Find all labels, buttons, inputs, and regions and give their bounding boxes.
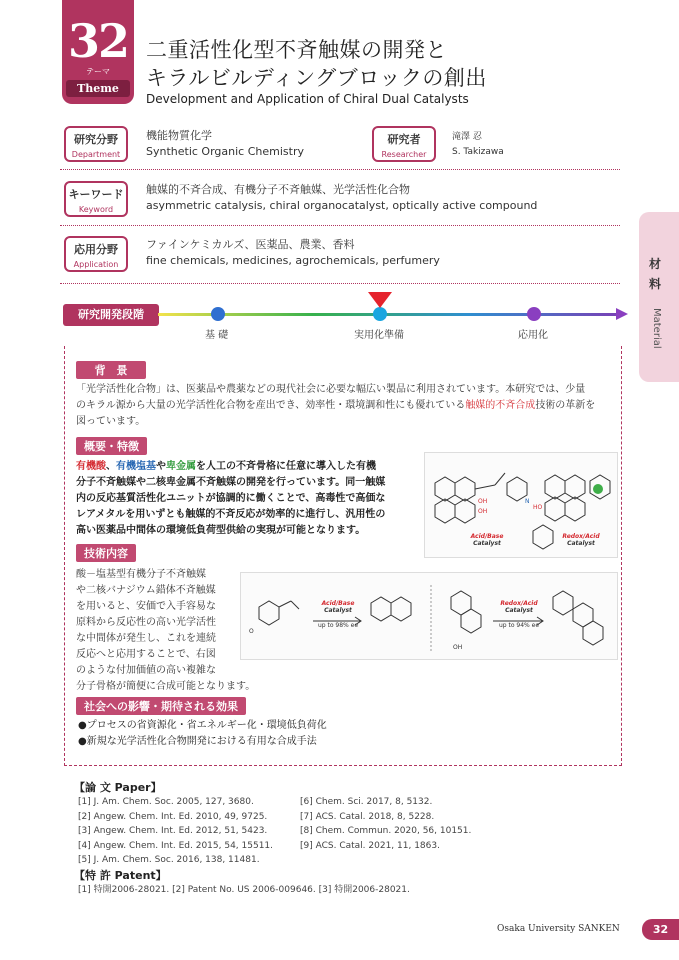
technology-line-2: や二核バナジウム錯体不斉触媒 [76, 585, 216, 596]
background-line-2 [76, 398, 620, 414]
technology-heading: 技術内容 [76, 544, 136, 562]
arrow-label-redox-acid-a: Redox/Acid [500, 600, 538, 607]
keyword-value-en: asymmetric catalysis, chiral organocatalyst, optically active compound [146, 199, 538, 212]
arrow-label-redox-acid-ee: up to 94% ee [498, 622, 540, 629]
overview-heading: 概要・特徴 [76, 437, 147, 455]
svg-text:N: N [525, 498, 530, 505]
stage-name-practical: 実用化準備 [354, 330, 404, 341]
catalyst-structure-figure [424, 452, 618, 558]
stage-dot-practical [373, 307, 387, 321]
application-tag-ja: 応用分野 [74, 243, 118, 256]
background-text [76, 382, 620, 430]
arrow-label-acid-base-a: Acid/Base [321, 600, 355, 607]
figure-label-redox-acid-a: Redox/Acid [562, 533, 600, 540]
field-tag [64, 126, 128, 162]
footer-brand: Osaka University SANKEN [497, 924, 620, 934]
paper-7: [7] ACS. Catal. 2018, 8, 5228. [300, 811, 435, 822]
keyword-tag-ja: キーワード [68, 188, 124, 201]
technology-line-7: のような付加価値の高い複雑な [76, 665, 216, 676]
overview-sep-1: 、 [106, 461, 116, 472]
paper-2: [2] Angew. Chem. Int. Ed. 2010, 49, 9725. [78, 811, 268, 822]
field-row [60, 118, 620, 170]
impact-item-2: ●新規な光学活性化合物開発における有用な合成手法 [78, 736, 317, 747]
paper-9: [9] ACS. Catal. 2021, 11, 1863. [300, 840, 440, 851]
stage-progress-line [158, 313, 622, 316]
paper-6: [6] Chem. Sci. 2017, 8, 5132. [300, 797, 433, 807]
stage-name-applied: 応用化 [518, 330, 548, 341]
impact-list [78, 718, 327, 750]
technology-line-1: 酸－塩基型有機分子不斉触媒 [76, 569, 206, 580]
application-value-en: fine chemicals, medicines, agrochemicals, perfumery [146, 254, 440, 267]
svg-text:OH: OH [453, 644, 463, 651]
keyword-tag-en: Keyword [78, 205, 114, 214]
patents-list [78, 883, 410, 898]
arrow-label-redox-acid [493, 600, 545, 629]
technology-line-5: な中間体が発生し、これを連続 [76, 633, 216, 644]
keyword-row [60, 172, 620, 226]
figure-label-redox-acid [551, 533, 611, 547]
page-title [146, 36, 487, 92]
researcher-value [452, 130, 504, 160]
overview-line-1-rest: を人工の不斉骨格に任意に導入した有機 [196, 461, 376, 472]
patents-text: [1] 特開2006-28021. [2] Patent No. US 2006-009646. [3] 特開2006-28021. [78, 885, 410, 895]
side-tab-en: Material [651, 308, 662, 349]
papers-heading: 【論 文 Paper】 [74, 781, 162, 794]
researcher-tag-en: Researcher [381, 150, 427, 159]
patents-heading: 【特 許 Patent】 [74, 869, 167, 882]
title-line-2: キラルビルディングブロックの創出 [146, 66, 487, 90]
stage-arrow-icon [616, 308, 628, 320]
overview-line-3: 内の反応基質活性化ユニットが協調的に働くことで、高毒性で高価な [76, 493, 386, 504]
papers-list-left [78, 795, 273, 868]
page-number: 32 [642, 919, 679, 940]
title-line-1: 二重活性化型不斉触媒の開発と [146, 38, 447, 62]
stage-label: 研究開発段階 [63, 304, 159, 326]
background-line-2-post: 技術の革新を [535, 400, 596, 411]
background-line-1: 「光学活性化合物」は、医薬品や農薬などの現代社会に必要な幅広い製品に利用されています。本研究では、少量 [76, 384, 586, 395]
arrow-label-acid-base [313, 600, 363, 629]
overview-acid: 有機酸 [76, 461, 106, 472]
stage-name-basic: 基 礎 [205, 330, 229, 341]
application-value-ja: ファインケミカルズ、医薬品、農業、香料 [146, 238, 355, 251]
technology-line-8: 分子骨格が簡便に合成可能となります。 [76, 681, 256, 692]
svg-text:OH: OH [478, 508, 488, 515]
background-heading: 背 景 [76, 361, 146, 379]
background-line-2-pre: のキラル源から大量の光学活性化合物を産出でき、効率性・環境調和性にも優れている [76, 400, 466, 411]
overview-line-5: 高い医薬品中間体の環境低負荷型供給の実現が可能となります。 [76, 525, 366, 536]
overview-line-1 [76, 459, 421, 475]
svg-text:O: O [249, 628, 254, 635]
application-row [60, 228, 620, 284]
technology-line-4: 原料から反応性の高い光学活性 [76, 617, 216, 628]
stage-dot-applied [527, 307, 541, 321]
stage-dot-basic [211, 307, 225, 321]
paper-3: [3] Angew. Chem. Int. Ed. 2012, 51, 5423. [78, 826, 268, 836]
reaction-scheme-svg [241, 573, 619, 661]
side-tab-ja: 材料 [649, 257, 662, 291]
paper-5: [5] J. Am. Chem. Soc. 2016, 138, 11481. [78, 855, 260, 865]
page-title-en: Development and Application of Chiral Dual Catalysts [146, 92, 469, 106]
figure-label-acid-base-a: Acid/Base [470, 533, 504, 540]
field-tag-en: Department [71, 150, 121, 159]
impact-heading: 社会への影響・期待される効果 [76, 697, 246, 715]
svg-text:HO: HO [533, 504, 543, 511]
paper-4: [4] Angew. Chem. Int. Ed. 2015, 54, 15511. [78, 840, 274, 851]
application-tag-en: Application [73, 260, 119, 269]
background-highlight: 触媒的不斉合成 [465, 400, 536, 411]
theme-label-ja: テーマ [86, 67, 110, 76]
theme-label-en: Theme [66, 80, 130, 97]
application-tag [64, 236, 128, 272]
figure-label-acid-base-b: Catalyst [473, 540, 501, 547]
theme-number: 32 [67, 14, 128, 68]
reaction-scheme-figure [240, 572, 618, 660]
keyword-value [146, 182, 537, 214]
overview-text [76, 459, 421, 539]
technology-line-3: を用いると、安価で入手容易な [76, 601, 216, 612]
figure-label-acid-base [457, 533, 517, 547]
overview-base: 有機塩基 [116, 461, 156, 472]
paper-1: [1] J. Am. Chem. Soc. 2005, 127, 3680. [78, 797, 254, 807]
overview-metal: 卑金属 [166, 461, 196, 472]
field-tag-ja: 研究分野 [74, 133, 118, 146]
researcher-name-ja: 滝澤 忍 [452, 132, 482, 142]
field-value [146, 128, 304, 160]
technology-line-6: 反応へと応用することで、右図 [76, 649, 216, 660]
technology-text [76, 567, 256, 695]
researcher-tag-ja: 研究者 [387, 133, 421, 146]
papers-list-right [300, 795, 471, 853]
keyword-value-ja: 触媒的不斉合成、有機分子不斉触媒、光学活性化合物 [146, 183, 410, 196]
overview-sep-2: や [156, 461, 166, 472]
current-stage-marker-icon [368, 292, 392, 308]
paper-8: [8] Chem. Commun. 2020, 56, 10151. [300, 826, 472, 836]
overview-line-4: レアメタルを用いずとも触媒的不斉反応が効率的に進行し、汎用性の [76, 509, 386, 520]
arrow-label-redox-acid-b: Catalyst [505, 607, 533, 614]
arrow-label-acid-base-ee: up to 98% ee [317, 622, 359, 629]
overview-line-2: 分子不斉触媒や二核卑金属不斉触媒の開発を行っています。同一触媒 [76, 477, 386, 488]
theme-badge [62, 0, 134, 104]
researcher-name-en: S. Takizawa [452, 147, 504, 157]
researcher-tag [372, 126, 436, 162]
background-line-3: 図っています。 [76, 416, 146, 427]
arrow-label-acid-base-b: Catalyst [324, 607, 352, 614]
svg-text:OH: OH [478, 498, 488, 505]
category-side-tab [639, 212, 679, 382]
keyword-tag [64, 181, 128, 217]
figure-label-redox-acid-b: Catalyst [567, 540, 595, 547]
impact-item-1: ●プロセスの省資源化・省エネルギー化・環境低負荷化 [78, 720, 327, 731]
field-value-ja: 機能物質化学 [146, 129, 212, 142]
application-value [146, 237, 440, 269]
field-value-en: Synthetic Organic Chemistry [146, 145, 304, 158]
